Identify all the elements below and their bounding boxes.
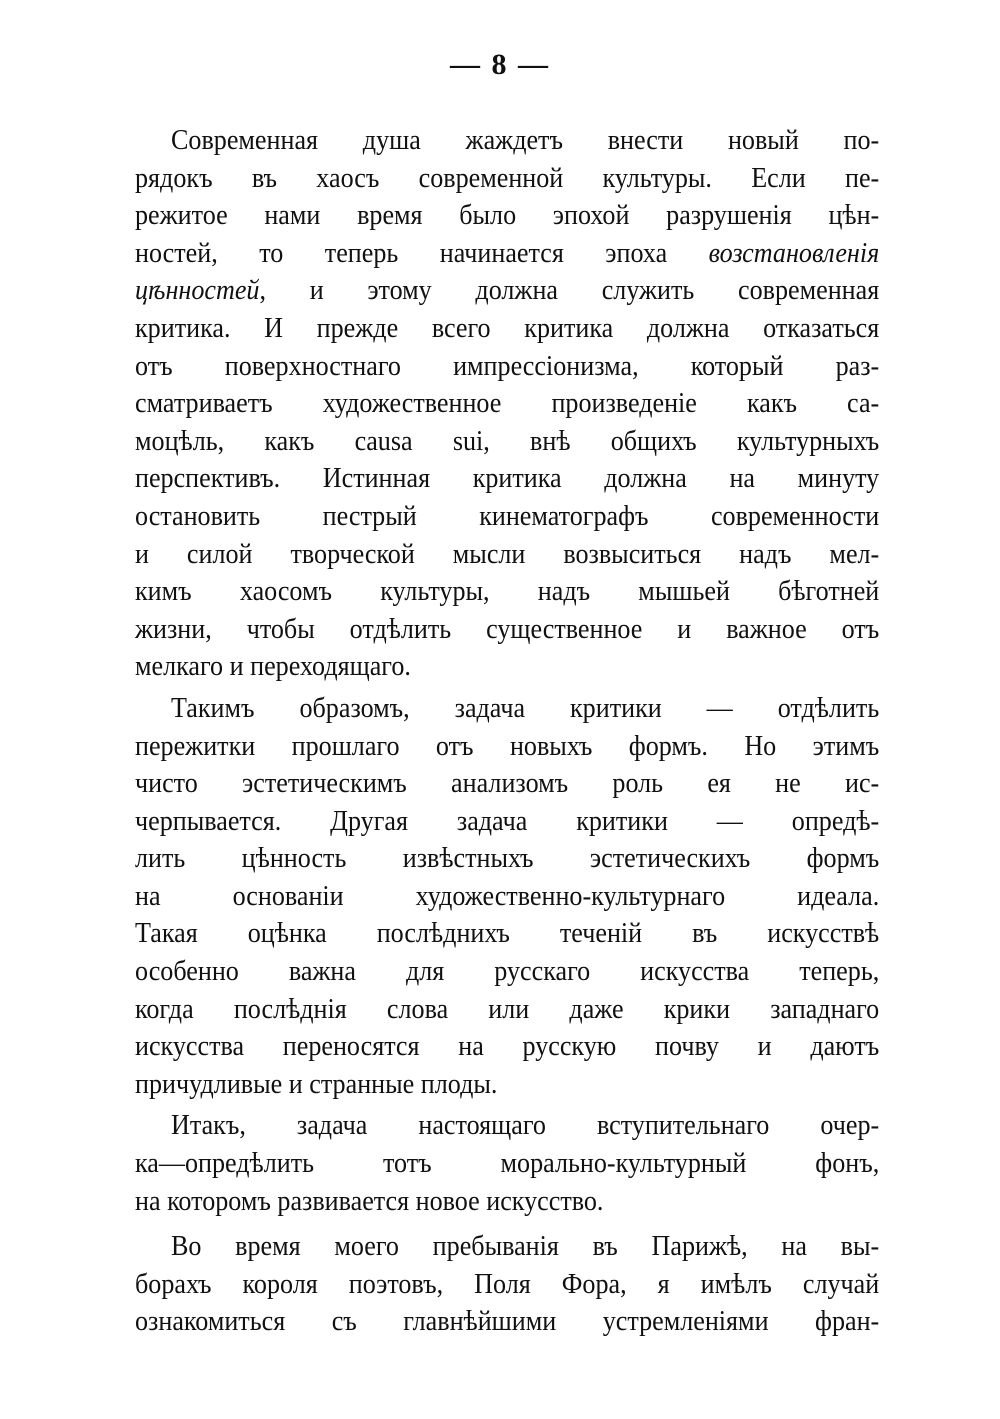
paragraph-4 [135,1228,880,1341]
text-line: искусства переносятся на русскую почву и даютъ [135,1030,880,1063]
text-line: когда послѣднія слова или даже крики западнаго [135,992,880,1025]
text-line: мелкаго и переходящаго. [135,650,411,683]
body-text [135,122,880,1341]
text-line: кимъ хаосомъ культуры, надъ мышьей бѣготней [135,575,880,608]
text-line: чисто эстетическимъ анализомъ роль ея не ис- [135,767,880,800]
text-line: причудливые и странные плоды. [135,1067,498,1100]
text-line: борахъ короля поэтовъ, Поля Фора, я имѣлъ случай [135,1267,880,1300]
text-line: Во время моего пребыванія въ Парижѣ, на вы- [171,1230,880,1263]
text-line: ознакомиться съ главнѣйшими устремленіями фран- [135,1305,880,1338]
emphasis: возстановленія [708,236,880,269]
text-line: остановить пестрый кинематографъ современности [135,499,880,532]
text-line: моцѣль, какъ causa sui, внѣ общихъ культурныхъ [135,424,880,457]
text-line: Современная душа жаждетъ внести новый по- [171,124,880,156]
text-line: и силой творческой мысли возвыситься надъ мел- [135,537,880,570]
text-line: на которомъ развивается новое искусство. [135,1184,604,1217]
text-line: Итакъ, задача настоящаго вступительнаго очер- [171,1109,880,1142]
text-line: черпывается. Другая задача критики — опредѣ- [135,804,880,837]
text-line: критика. И прежде всего критика должна отказаться [135,311,880,344]
text-line: сматриваетъ художественное произведеніе какъ са- [135,387,880,420]
paragraph-2 [135,690,880,1104]
paragraph-3 [135,1107,880,1220]
page-number: — 8 — [450,48,550,81]
text-line: пережитки прошлаго отъ новыхъ формъ. Но этимъ [135,729,880,762]
text-line: ка—опредѣлить тотъ морально-культурный фонъ, [135,1147,880,1180]
text-line: жизни, чтобы отдѣлить существенное и важное отъ [135,612,880,645]
paragraph-1 [135,122,880,686]
text-line: отъ поверхностнаго импрессіонизма, который раз- [135,349,880,382]
text-line: Такая оцѣнка послѣднихъ теченій въ искусствѣ [135,917,880,950]
text-line: цѣнностей, и этому должна служить современная [135,274,880,307]
text-line: ностей, то теперь начинается эпоха возстановленія [135,236,880,269]
text-line: на основаніи художественно-культурнаго идеала. [135,879,880,912]
text-line: рядокъ въ хаосъ современной культуры. Если пе- [135,161,880,194]
text-line: Такимъ образомъ, задача критики — отдѣлить [171,691,880,724]
text-line: лить цѣнность извѣстныхъ эстетическихъ формъ [135,842,880,875]
text-line: режитое нами время было эпохой разрушенія цѣн- [135,199,880,232]
text-line: особенно важна для русскаго искусства теперь, [135,955,880,988]
text-line: перспективъ. Истинная критика должна на минуту [135,462,880,495]
emphasis: цѣнностей [135,274,260,307]
